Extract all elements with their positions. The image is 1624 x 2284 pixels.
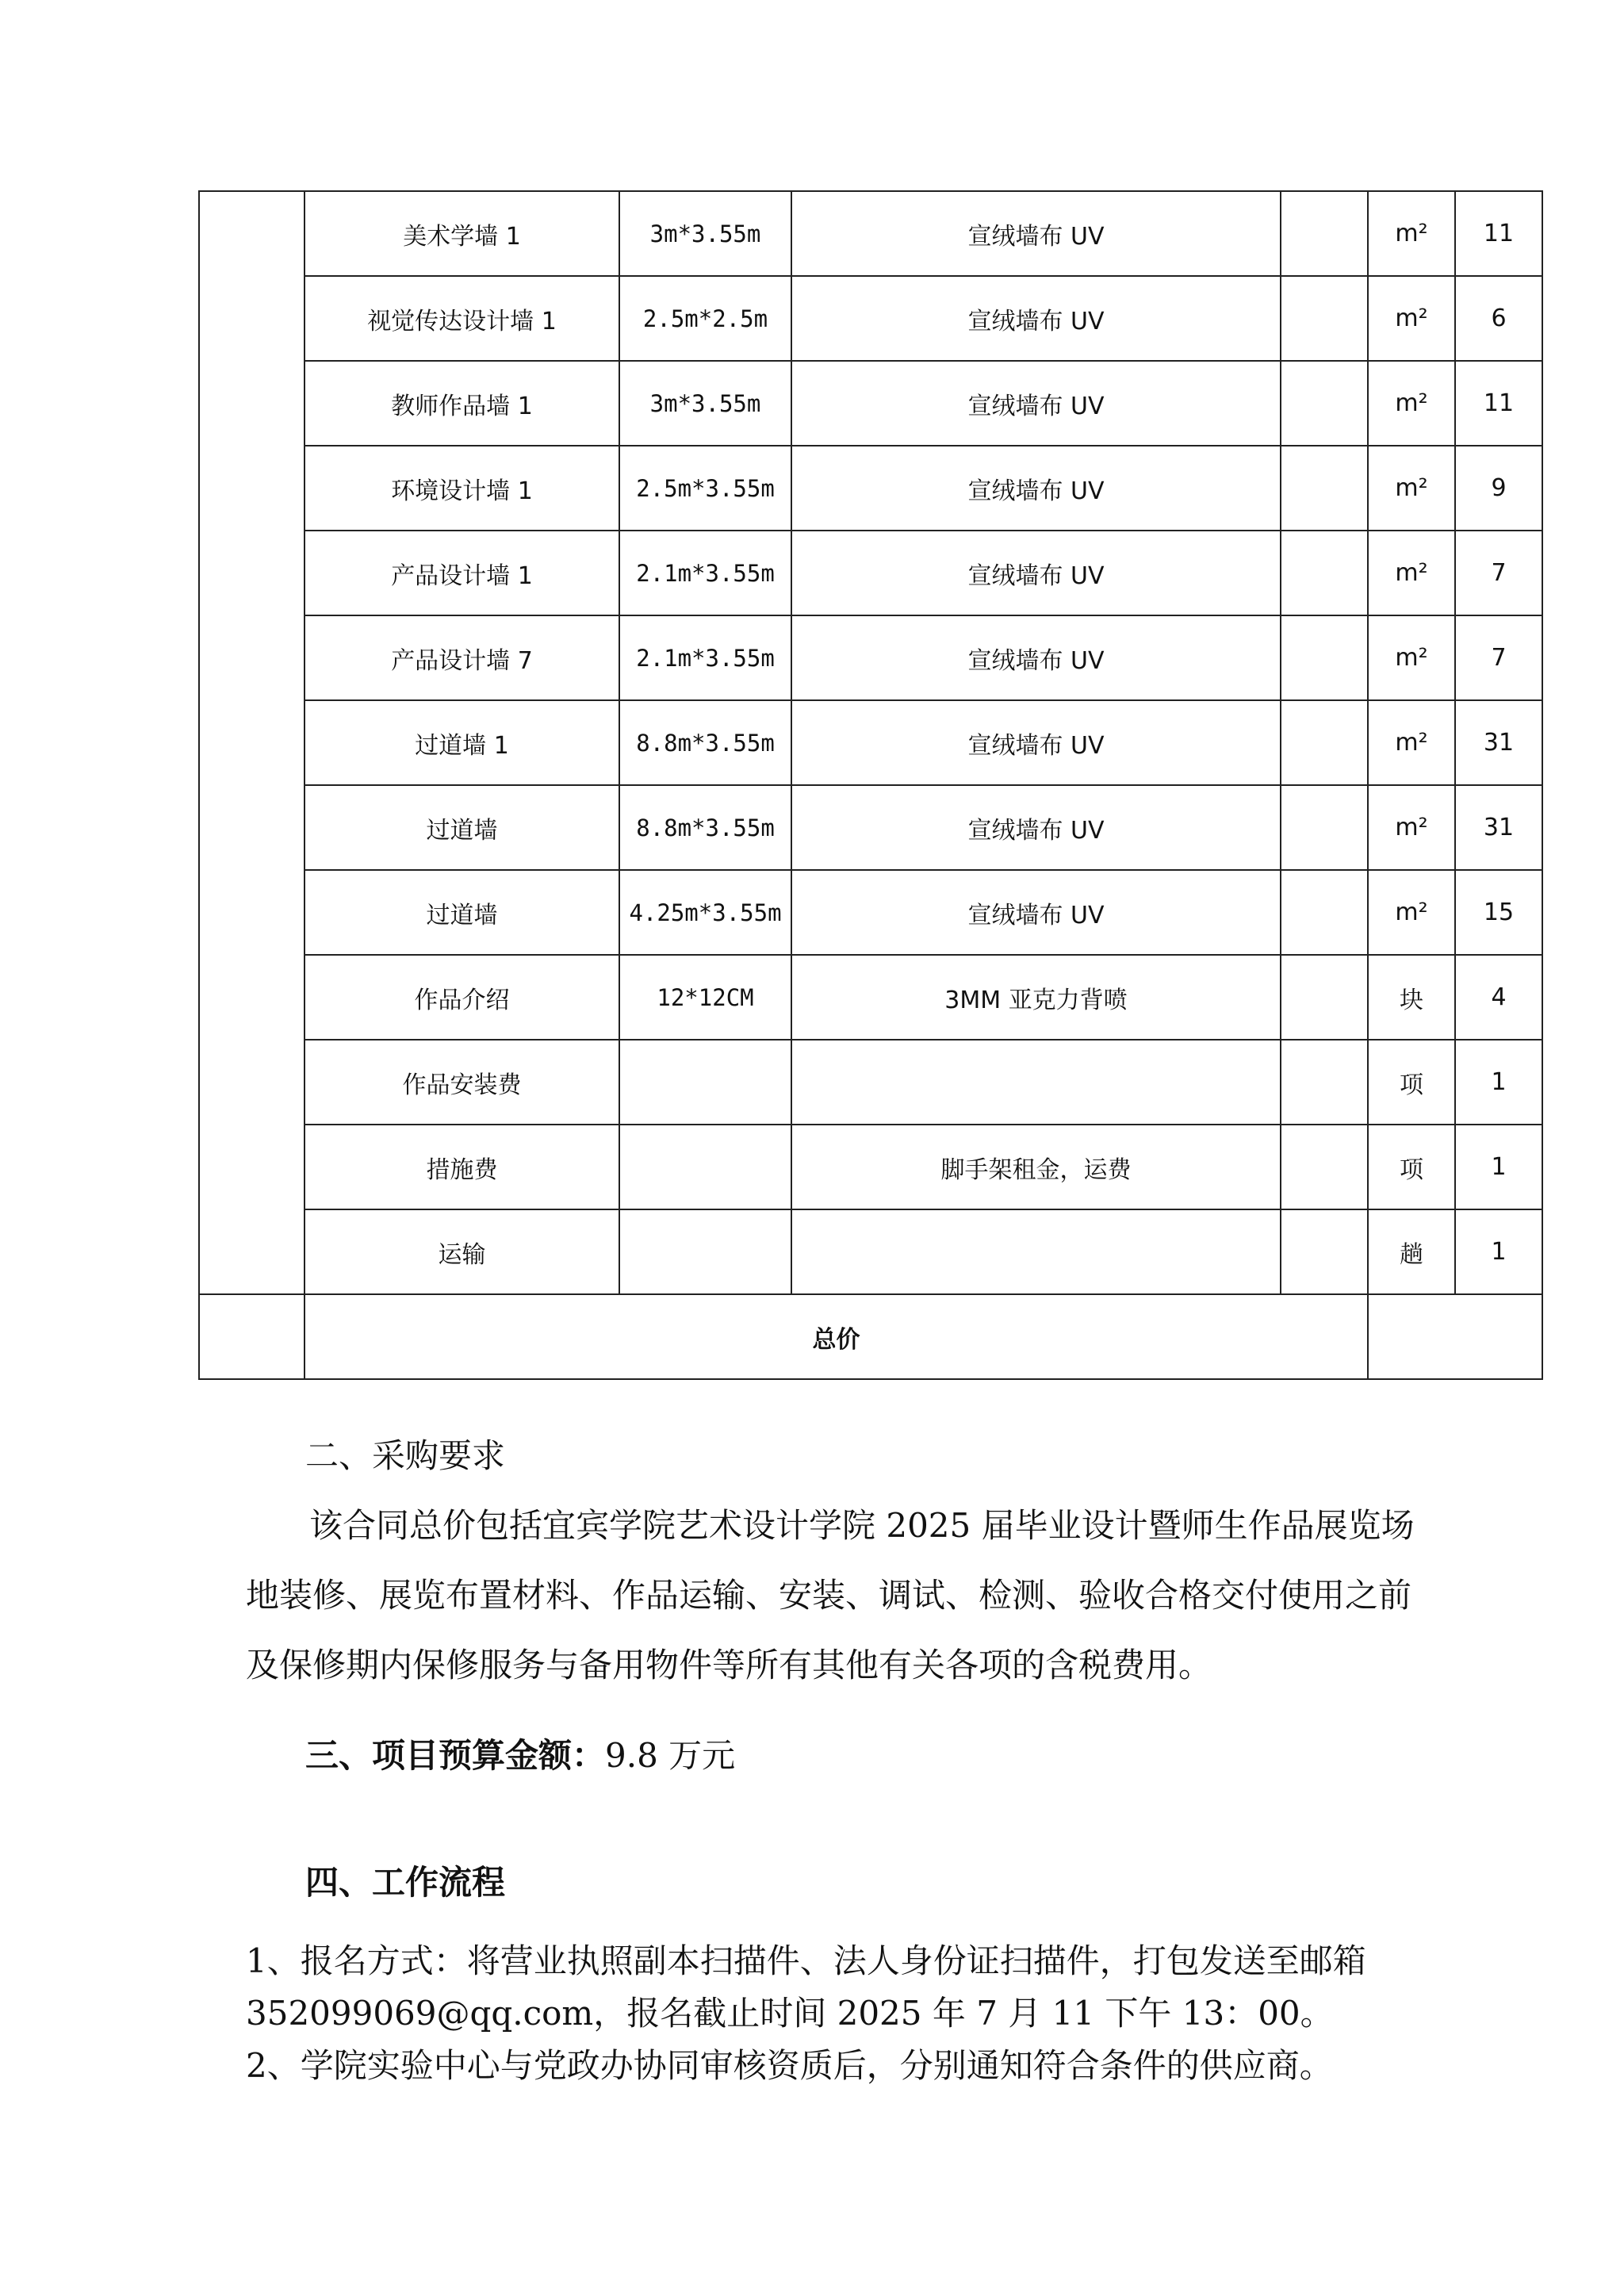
body-line-2: 地装修、展览布置材料、作品运输、安装、调试、检测、验收合格交付使用之前: [246, 1576, 1412, 1615]
qty-cell: 31: [1455, 700, 1542, 785]
spec-cell: [619, 1040, 791, 1125]
price-cell: [1281, 1209, 1368, 1294]
price-cell: [1281, 276, 1368, 361]
unit-cell: m²: [1368, 191, 1455, 276]
table-row: [199, 531, 1542, 615]
unit-cell: 趟: [1368, 1209, 1455, 1294]
table-row: [199, 446, 1542, 531]
spec-cell: 12*12CM: [619, 955, 791, 1040]
unit-cell: m²: [1368, 615, 1455, 700]
spec-cell: 4.25m*3.55m: [619, 870, 791, 955]
table-row: [199, 615, 1542, 700]
material-cell: 宣绒墙布 UV: [791, 615, 1281, 700]
price-cell: [1281, 785, 1368, 870]
section-3-heading: [305, 1721, 735, 1791]
workflow-line-1: 1、报名方式：将营业执照副本扫描件、法人身份证扫描件，打包发送至邮箱: [246, 1941, 1366, 1980]
unit-cell: m²: [1368, 531, 1455, 615]
total-row: [199, 1294, 1542, 1379]
unit-cell: 项: [1368, 1040, 1455, 1125]
price-cell: [1281, 361, 1368, 446]
item-cell: 美术学墙 1: [304, 191, 619, 276]
spec-cell: 2.1m*3.55m: [619, 615, 791, 700]
unit-cell: m²: [1368, 785, 1455, 870]
table-row: [199, 361, 1542, 446]
item-cell: 作品安装费: [304, 1040, 619, 1125]
total-label: 总价: [304, 1294, 1368, 1379]
unit-cell: m²: [1368, 700, 1455, 785]
material-cell: [791, 1040, 1281, 1125]
workflow-line-2: 352099069@qq.com，报名截止时间 2025 年 7 月 11 下午 13：00。: [246, 1994, 1334, 2033]
spec-cell: 3m*3.55m: [619, 361, 791, 446]
material-cell: 宣绒墙布 UV: [791, 446, 1281, 531]
table-row: [199, 870, 1542, 955]
item-cell: 过道墙: [304, 785, 619, 870]
price-cell: [1281, 1125, 1368, 1209]
qty-cell: 9: [1455, 446, 1542, 531]
item-cell: 教师作品墙 1: [304, 361, 619, 446]
body-line-1: 该合同总价包括宜宾学院艺术设计学院 2025 届毕业设计暨师生作品展览场: [309, 1506, 1415, 1545]
price-cell: [1281, 446, 1368, 531]
section-2-heading: 二、采购要求: [305, 1436, 506, 1475]
table-row: [199, 955, 1542, 1040]
spec-cell: 8.8m*3.55m: [619, 785, 791, 870]
price-cell: [1281, 700, 1368, 785]
qty-cell: 4: [1455, 955, 1542, 1040]
table-row: [199, 1040, 1542, 1125]
unit-cell: m²: [1368, 276, 1455, 361]
qty-cell: 6: [1455, 276, 1542, 361]
material-cell: 3MM 亚克力背喷: [791, 955, 1281, 1040]
material-cell: 宣绒墙布 UV: [791, 361, 1281, 446]
table-row: [199, 700, 1542, 785]
budget-label: 三、项目预算金额：: [305, 1736, 606, 1775]
price-cell: [1281, 531, 1368, 615]
section-4-heading: 四、工作流程: [305, 1863, 506, 1902]
unit-cell: m²: [1368, 446, 1455, 531]
item-cell: 运输: [304, 1209, 619, 1294]
qty-cell: 7: [1455, 615, 1542, 700]
table-row: [199, 1125, 1542, 1209]
table-row: [199, 1209, 1542, 1294]
price-cell: [1281, 191, 1368, 276]
unit-cell: m²: [1368, 361, 1455, 446]
qty-cell: 7: [1455, 531, 1542, 615]
item-cell: 视觉传达设计墙 1: [304, 276, 619, 361]
table-row: [199, 785, 1542, 870]
spec-cell: 3m*3.55m: [619, 191, 791, 276]
unit-cell: m²: [1368, 870, 1455, 955]
spec-cell: 2.5m*3.55m: [619, 446, 791, 531]
spec-cell: 2.1m*3.55m: [619, 531, 791, 615]
table-row: [199, 276, 1542, 361]
spec-cell: [619, 1209, 791, 1294]
item-cell: 作品介绍: [304, 955, 619, 1040]
qty-cell: 31: [1455, 785, 1542, 870]
material-cell: [791, 1209, 1281, 1294]
procurement-table: [198, 190, 1543, 1380]
item-cell: 产品设计墙 7: [304, 615, 619, 700]
budget-value: 9.8 万元: [605, 1736, 736, 1775]
spec-cell: 8.8m*3.55m: [619, 700, 791, 785]
material-cell: 宣绒墙布 UV: [791, 785, 1281, 870]
spec-cell: [619, 1125, 791, 1209]
qty-cell: 15: [1455, 870, 1542, 955]
table-row: [199, 191, 1542, 276]
unit-cell: 项: [1368, 1125, 1455, 1209]
material-cell: 宣绒墙布 UV: [791, 191, 1281, 276]
item-cell: 产品设计墙 1: [304, 531, 619, 615]
qty-cell: 1: [1455, 1125, 1542, 1209]
material-cell: 脚手架租金，运费: [791, 1125, 1281, 1209]
item-cell: 环境设计墙 1: [304, 446, 619, 531]
section-2-body: [246, 1491, 1451, 1700]
category-cell: [199, 191, 304, 1294]
qty-cell: 1: [1455, 1209, 1542, 1294]
item-cell: 措施费: [304, 1125, 619, 1209]
price-cell: [1281, 870, 1368, 955]
item-cell: 过道墙 1: [304, 700, 619, 785]
workflow-line-3: 2、学院实验中心与党政办协同审核资质后，分别通知符合条件的供应商。: [246, 2046, 1333, 2085]
price-cell: [1281, 955, 1368, 1040]
total-value: [1368, 1294, 1542, 1379]
qty-cell: 11: [1455, 191, 1542, 276]
workflow-list: [246, 1935, 1483, 2092]
material-cell: 宣绒墙布 UV: [791, 276, 1281, 361]
body-line-3: 及保修期内保修服务与备用物件等所有其他有关各项的含税费用。: [246, 1646, 1212, 1684]
price-cell: [1281, 615, 1368, 700]
item-cell: 过道墙: [304, 870, 619, 955]
unit-cell: 块: [1368, 955, 1455, 1040]
spec-cell: 2.5m*2.5m: [619, 276, 791, 361]
qty-cell: 11: [1455, 361, 1542, 446]
price-cell: [1281, 1040, 1368, 1125]
total-category-cell: [199, 1294, 304, 1379]
material-cell: 宣绒墙布 UV: [791, 870, 1281, 955]
material-cell: 宣绒墙布 UV: [791, 531, 1281, 615]
material-cell: 宣绒墙布 UV: [791, 700, 1281, 785]
qty-cell: 1: [1455, 1040, 1542, 1125]
